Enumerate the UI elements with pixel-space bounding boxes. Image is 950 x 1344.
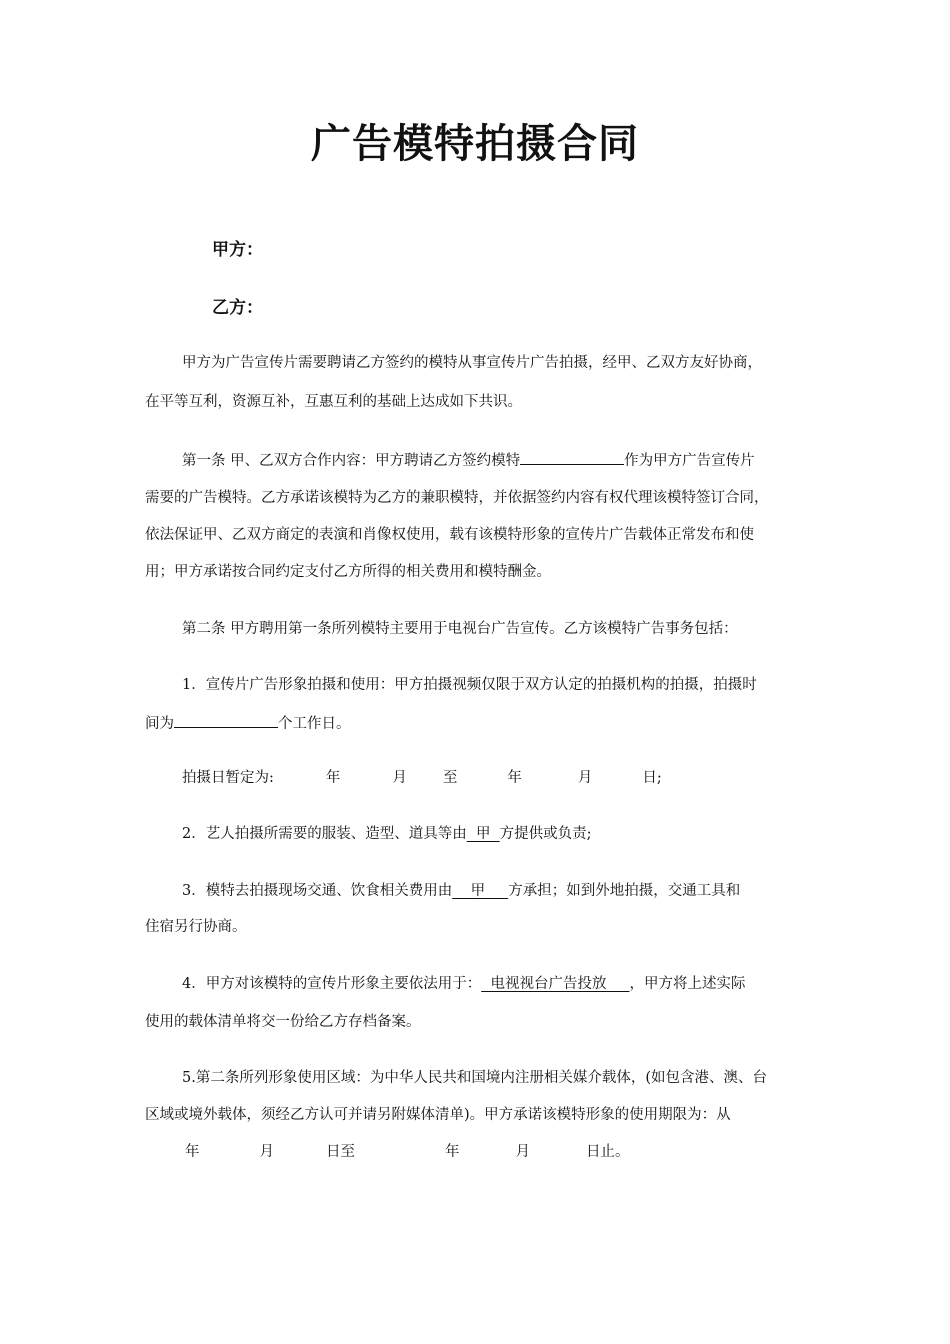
item4-text-b: ，甲方将上述实际 [629, 976, 746, 992]
work-days-blank [174, 711, 278, 728]
shoot-end-month: 月 [577, 770, 593, 786]
item2-fill: 甲 [466, 826, 500, 842]
usage-start-day-to: 日至 [326, 1144, 355, 1160]
shoot-date-line [182, 767, 662, 789]
shoot-start-month: 月 [392, 770, 407, 786]
usage-start-month: 月 [259, 1144, 274, 1160]
article1-line-2: 需要的广告模特。乙方承诺该模特为乙方的兼职模特，并依据签约内容有权代理该模特签订合同， [145, 490, 769, 506]
page-title: 广告模特拍摄合同 [311, 121, 639, 167]
usage-end-day: 日止。 [586, 1144, 630, 1160]
usage-start-year: 年 [185, 1144, 200, 1160]
item2-text-b: 方提供或负责; [499, 826, 592, 842]
item4-fill: 电视视台广告投放 [481, 976, 630, 992]
item2-line [182, 823, 592, 845]
item4-line-2: 使用的载体清单将交一份给乙方存档备案。 [145, 1014, 421, 1030]
item3-fill: 甲 [452, 883, 509, 899]
shoot-start-year: 年 [325, 770, 341, 786]
item1-text-b: 个工作日。 [278, 716, 351, 732]
usage-end-year: 年 [445, 1144, 460, 1160]
item4-line-1 [182, 973, 746, 995]
item1-line-1: 1．宣传片广告形象拍摄和使用：甲方拍摄视频仅限于双方认定的拍摄机构的拍摄，拍摄时 [182, 677, 757, 693]
shoot-end-year: 年 [507, 770, 522, 786]
intro-line-1: 甲方为广告宣传片需要聘请乙方签约的模特从事宣传片广告拍摄，经甲、乙双方友好协商， [182, 355, 762, 371]
item1-line-2 [145, 711, 351, 735]
article1-text-b: 作为甲方广告宣传片 [624, 453, 755, 469]
item3-line-2: 住宿另行协商。 [145, 919, 247, 935]
item2-text-a: 2．艺人拍摄所需要的服装、造型、道具等由 [182, 826, 467, 842]
article1-line-1 [182, 448, 755, 472]
item5-line-2: 区域或境外载体，须经乙方认可并请另附媒体清单)。甲方承诺该模特形象的使用期限为：从 [145, 1107, 731, 1123]
shoot-end-day: 日; [642, 770, 662, 786]
article1-line-3: 依法保证甲、乙双方商定的表演和肖像权使用，载有该模特形象的宣传片广告载体正常发布和使 [145, 527, 754, 543]
item3-line-1 [182, 880, 740, 902]
usage-end-month: 月 [515, 1144, 530, 1160]
article1-line-4: 用；甲方承诺按合同约定支付乙方所得的相关费用和模特酬金。 [145, 564, 551, 580]
shoot-date-label: 拍摄日暂定为: [182, 770, 274, 786]
party-b-label: 乙方： [212, 298, 263, 318]
shoot-date-to: 至 [442, 770, 458, 786]
article1-text-a: 第一条 甲、乙双方合作内容：甲方聘请乙方签约模特 [182, 453, 521, 469]
item3-text-a: 3．模特去拍摄现场交通、饮食相关费用由 [182, 883, 453, 899]
party-a-label: 甲方： [212, 240, 263, 260]
article2-line-1: 第二条 甲方聘用第一条所列模特主要用于电视台广告宣传。乙方该模特广告事务包括： [182, 621, 738, 637]
model-name-blank [520, 448, 624, 465]
item3-text-b: 方承担；如到外地拍摄，交通工具和 [508, 883, 741, 899]
item4-text-a: 4．甲方对该模特的宣传片形象主要依法用于： [182, 976, 482, 992]
intro-line-2: 在平等互利，资源互补，互惠互利的基础上达成如下共识。 [145, 394, 522, 410]
usage-period-line [185, 1141, 630, 1163]
item1-text-a: 间为 [145, 716, 174, 732]
item5-line-1: 5.第二条所列形象使用区域：为中华人民共和国境内注册相关媒介载体，(如包含港、澳、台 [182, 1070, 767, 1086]
